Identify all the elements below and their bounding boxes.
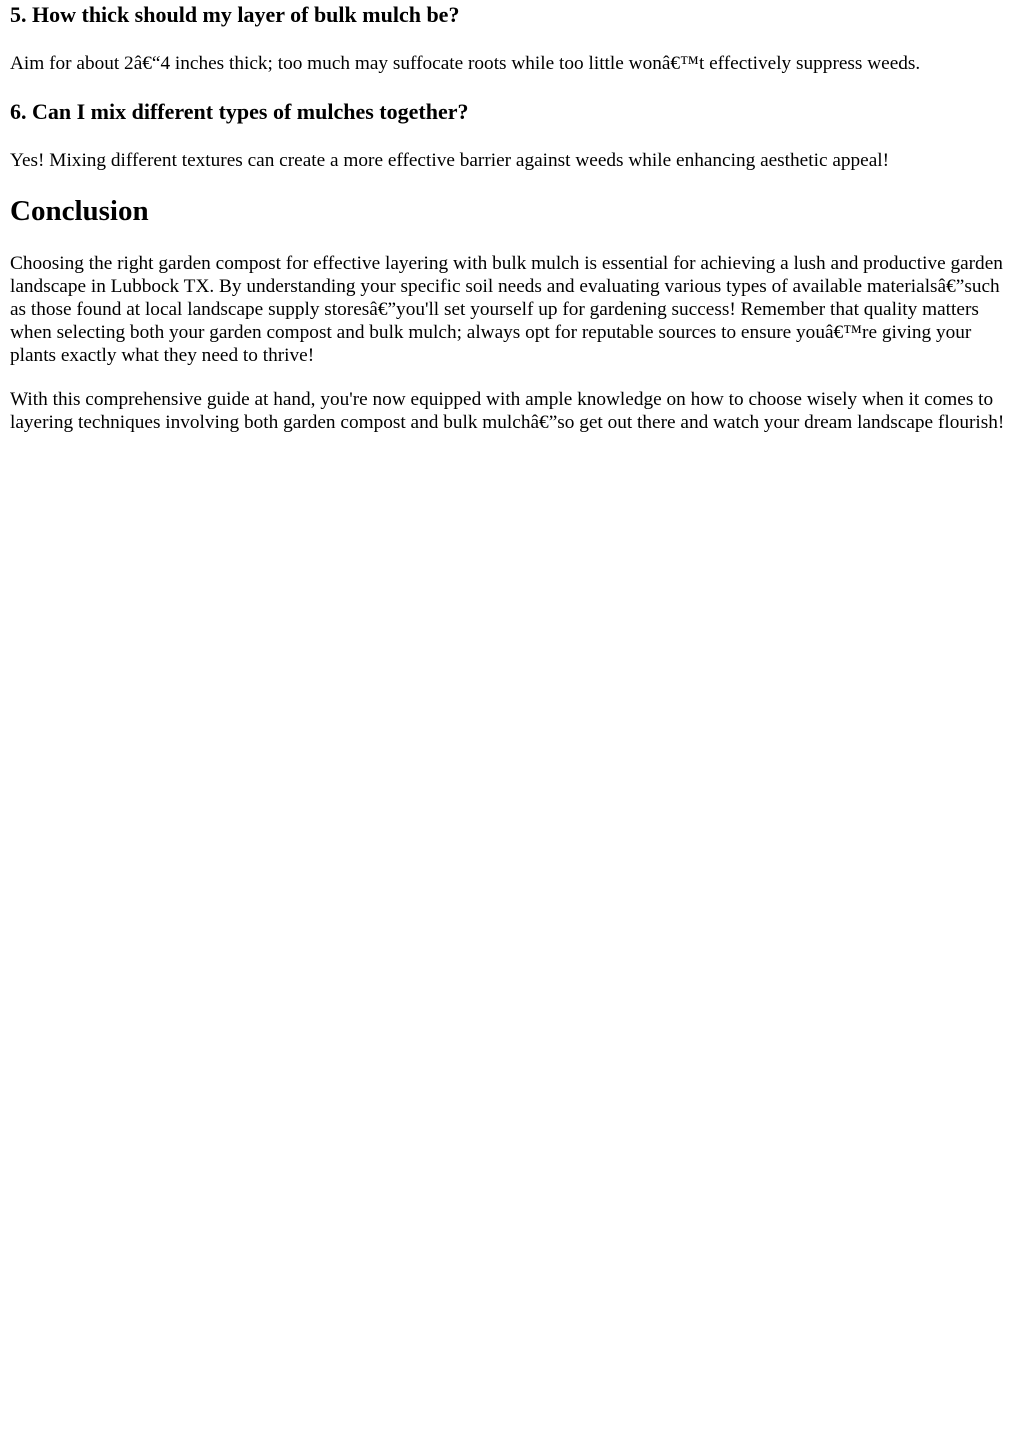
faq-question-5: 5. How thick should my layer of bulk mulch be? xyxy=(10,2,460,27)
conclusion-heading: Conclusion xyxy=(10,195,149,227)
conclusion-paragraph-2: With this comprehensive guide at hand, you're now equipped with ample knowledge on how to choose wisely when it comes to layering techniques involving both garden compost and bulk mulchâ€”so get out there and watch your dream landscape flourish! xyxy=(10,389,1005,433)
conclusion-paragraph-1: Choosing the right garden compost for effective layering with bulk mulch is essential for achieving a lush and productive garden landscape in Lubbock TX. By understanding your specific soil needs and evaluating various types of available materialsâ€”such as those found at local landscape supply storesâ€”you'll set yourself up for gardening success! Remember that quality matters when selecting both your garden compost and bulk mulch; always opt for reputable sources to ensure youâ€™re giving your plants exactly what they need to thrive! xyxy=(10,253,1003,366)
faq-answer-5: Aim for about 2â€“4 inches thick; too much may suffocate roots while too little wonâ€™t effectively suppress weeds. xyxy=(10,53,921,74)
article-body xyxy=(0,2,1024,434)
faq-question-6: 6. Can I mix different types of mulches together? xyxy=(10,99,469,124)
faq-answer-6: Yes! Mixing different textures can create a more effective barrier against weeds while enhancing aesthetic appeal! xyxy=(10,150,890,171)
